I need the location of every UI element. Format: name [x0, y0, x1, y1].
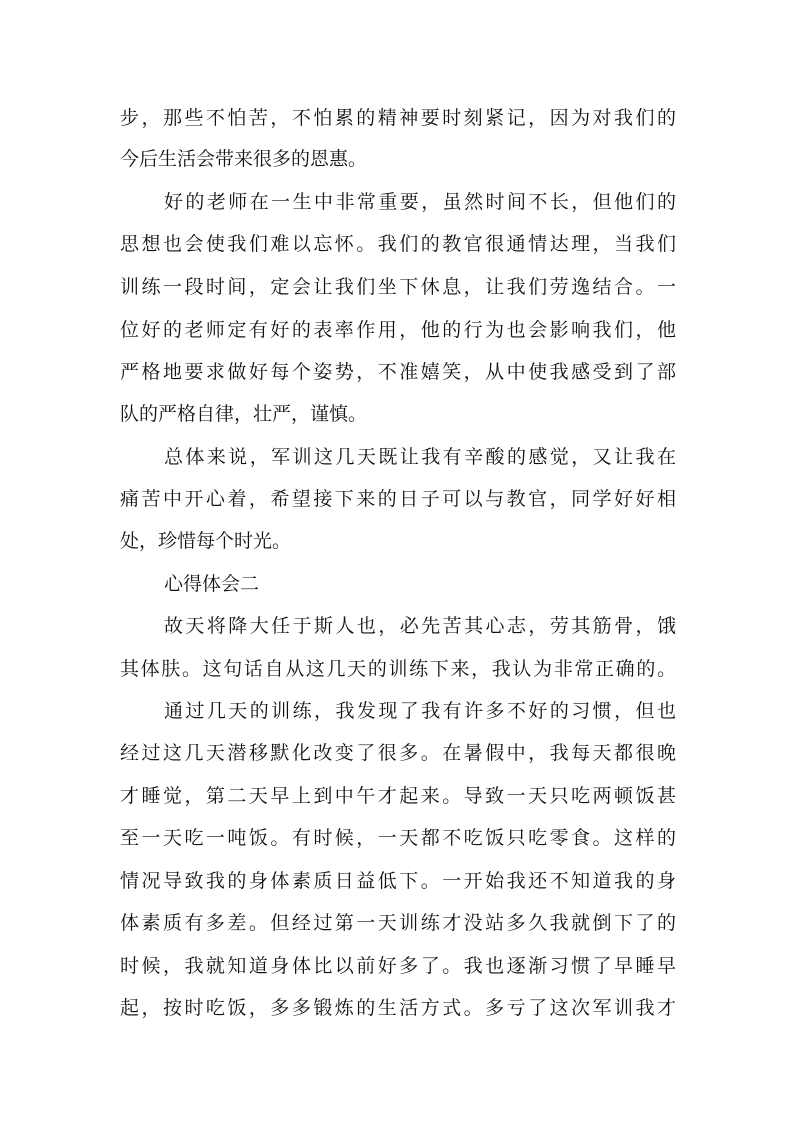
text-line: 处，珍惜每个时光。 — [120, 530, 292, 552]
text-line: 时候，我就知道身体比以前好多了。我也逐渐习惯了早睡早 — [120, 955, 676, 977]
text-line: 思想也会使我们难以忘怀。我们的教官很通情达理，当我们 — [120, 233, 676, 255]
text-line: 严格地要求做好每个姿势，不准嬉笑，从中使我感受到了部 — [120, 361, 676, 383]
text-line: 步，那些不怕苦，不怕累的精神要时刻紧记，因为对我们的 — [120, 107, 676, 129]
text-line: 情况导致我的身体素质日益低下。一开始我还不知道我的身 — [120, 870, 676, 892]
text-line: 故天将降大任于斯人也，必先苦其心志，劳其筋骨，饿 — [164, 615, 676, 637]
text-line: 总体来说，军训这几天既让我有辛酸的感觉，又让我在 — [164, 446, 676, 468]
text-line: 体素质有多差。但经过第一天训练才没站多久我就倒下了的 — [120, 912, 676, 934]
text-line: 才睡觉，第二天早上到中午才起来。导致一天只吃两顿饭甚 — [120, 785, 676, 807]
text-line: 起，按时吃饭，多多锻炼的生活方式。多亏了这次军训我才 — [120, 997, 676, 1019]
section-heading: 心得体会二 — [164, 573, 260, 595]
text-line: 通过几天的训练，我发现了我有许多不好的习惯，但也 — [164, 700, 676, 722]
text-line: 训练一段时间，定会让我们坐下休息，让我们劳逸结合。一 — [120, 276, 676, 298]
text-line: 今后生活会带来很多的恩惠。 — [120, 148, 368, 170]
text-line: 好的老师在一生中非常重要，虽然时间不长，但他们的 — [164, 191, 676, 213]
text-line: 经过这几天潜移默化改变了很多。在暑假中，我每天都很晚 — [120, 742, 676, 764]
text-line: 其体肤。这句话自从这几天的训练下来，我认为非常正确的。 — [120, 658, 676, 680]
text-line: 队的严格自律，壮严，谨慎。 — [120, 403, 368, 425]
text-line: 位好的老师定有好的表率作用，他的行为也会影响我们，他 — [120, 319, 676, 341]
text-line: 痛苦中开心着，希望接下来的日子可以与教官，同学好好相 — [120, 488, 676, 510]
text-line: 至一天吃一吨饭。有时候，一天都不吃饭只吃零食。这样的 — [120, 827, 676, 849]
